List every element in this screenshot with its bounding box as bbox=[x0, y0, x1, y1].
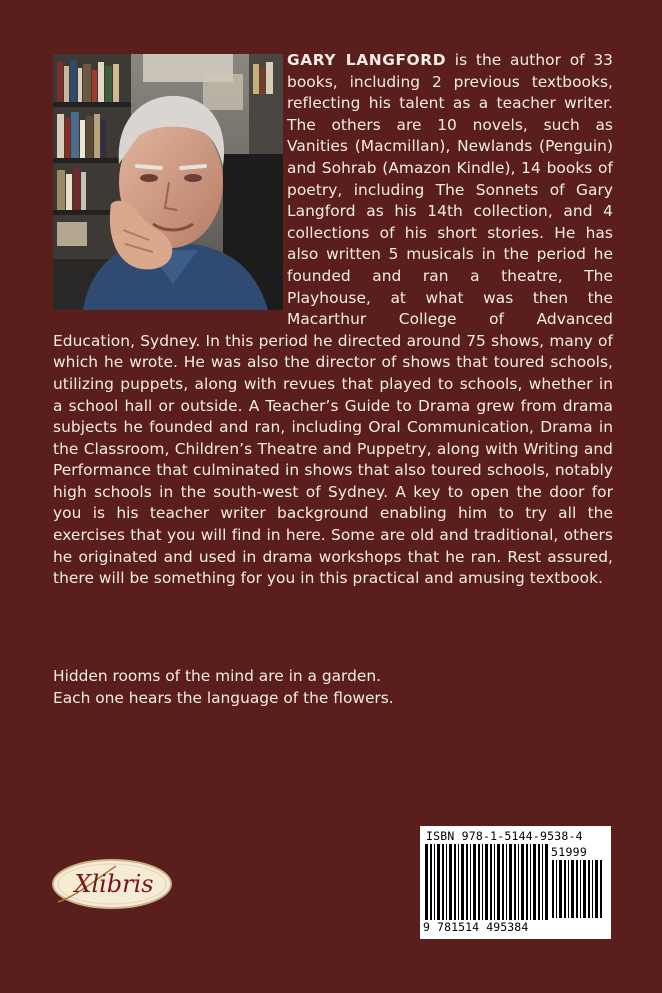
verse-line-2: Each one hears the language of the flowers. bbox=[53, 688, 394, 707]
isbn-barcode bbox=[420, 826, 611, 939]
author-bio bbox=[53, 50, 613, 590]
addon-bars bbox=[552, 860, 606, 918]
isbn-label: ISBN 978-1-5144-9538-4 bbox=[426, 829, 583, 843]
barcode-digits: 9 781514 495384 bbox=[423, 920, 529, 934]
verse-line-1: Hidden rooms of the mind are in a garden. bbox=[53, 667, 381, 685]
barcode-addon-text: 51999 bbox=[551, 845, 588, 859]
barcode-bars bbox=[425, 844, 549, 924]
author-name: GARY LANGFORD bbox=[287, 51, 447, 69]
xlibris-logo bbox=[50, 856, 174, 912]
verse bbox=[53, 666, 613, 709]
photo-spacer bbox=[53, 50, 287, 314]
author-bio-text: is the author of 33 books, including 2 previous textbooks, reflecting his talent as a teacher writer. The others are 10 novels, such as Vanities (Macmillan), Newlands (Penguin) and Sohrab (Amazon Kindle), 14 books of poetry, including The Sonnets of Gary Langford as his 14th collection, and 4 collections of his short stories. He has also written 5 musicals in the period he founded and ran a theatre, The Playhouse, at what was then the Macarthur College of Advanced Education, Sydney. In this period he directed around 75 shows, many of which he wrote. He was also the director of shows that toured schools, utilizing puppets, along with revues that played to schools, whether in a school hall or outside. A Teacher’s Guide to Drama grew from drama subjects he founded and ran, including Oral Communication, Drama in the Classroom, Children’s Theatre and Puppetry, along with Writing and Performance that culminated in shows that also toured schools, notably high schools in the south-west of Sydney. A key to open the door for you is his teacher writer background enabling him to try all the exercises that you will find in here. Some are old and traditional, others he originated and used in drama workshops that he ran. Rest assured, there will be something for you in this practical and amusing textbook. bbox=[53, 51, 614, 588]
logo-text: Xlibris bbox=[74, 870, 154, 898]
